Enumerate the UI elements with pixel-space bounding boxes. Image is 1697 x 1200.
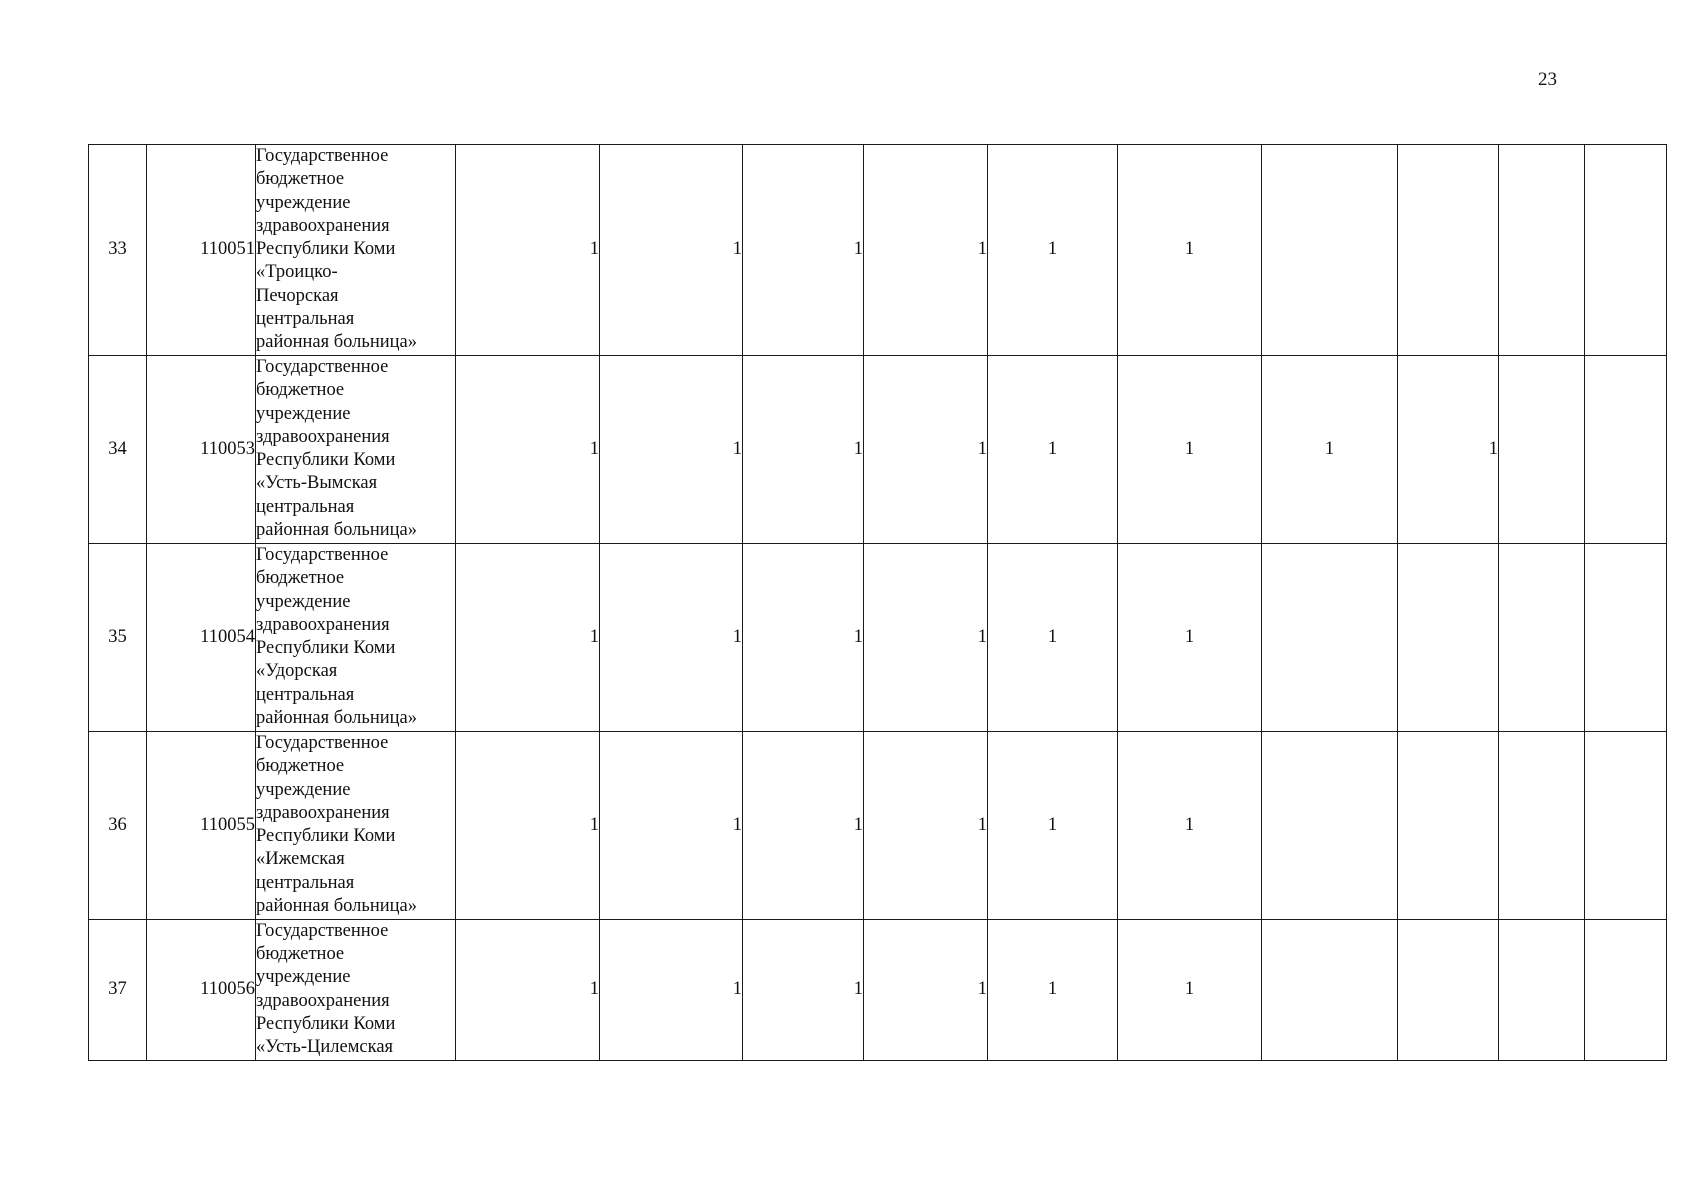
value-cell: 1 bbox=[1118, 543, 1262, 731]
value-cell bbox=[1262, 145, 1398, 356]
org-name: Государственное бюджетное учреждение здравоохранения Республики Коми «Ижемская центральная районная больница» bbox=[256, 731, 456, 919]
value-cell: 1 bbox=[600, 543, 743, 731]
value-cell: 1 bbox=[600, 355, 743, 543]
table-row bbox=[89, 731, 1667, 919]
value-cell: 1 bbox=[864, 543, 988, 731]
value-cell: 1 bbox=[456, 145, 600, 356]
org-name: Государственное бюджетное учреждение здравоохранения Республики Коми «Удорская центральная районная больница» bbox=[256, 543, 456, 731]
value-cell: 1 bbox=[743, 731, 864, 919]
value-cell bbox=[1262, 731, 1398, 919]
row-number: 37 bbox=[89, 919, 147, 1060]
value-cell bbox=[1398, 919, 1499, 1060]
value-cell bbox=[1398, 731, 1499, 919]
org-code: 110054 bbox=[147, 543, 256, 731]
value-cell bbox=[1262, 919, 1398, 1060]
value-cell: 1 bbox=[600, 919, 743, 1060]
value-cell: 1 bbox=[1398, 355, 1499, 543]
table-row bbox=[89, 919, 1667, 1060]
row-number: 34 bbox=[89, 355, 147, 543]
data-table bbox=[88, 144, 1667, 1061]
value-cell: 1 bbox=[988, 919, 1118, 1060]
value-cell: 1 bbox=[1118, 355, 1262, 543]
value-cell: 1 bbox=[864, 731, 988, 919]
table-row bbox=[89, 355, 1667, 543]
value-cell bbox=[1585, 543, 1667, 731]
table-row bbox=[89, 543, 1667, 731]
row-number: 36 bbox=[89, 731, 147, 919]
value-cell bbox=[1398, 543, 1499, 731]
value-cell: 1 bbox=[864, 919, 988, 1060]
org-name: Государственное бюджетное учреждение здравоохранения Республики Коми «Троицко- Печорская центральная районная больница» bbox=[256, 145, 456, 356]
value-cell: 1 bbox=[743, 543, 864, 731]
org-code: 110051 bbox=[147, 145, 256, 356]
value-cell: 1 bbox=[1262, 355, 1398, 543]
value-cell: 1 bbox=[743, 919, 864, 1060]
value-cell: 1 bbox=[864, 355, 988, 543]
org-name: Государственное бюджетное учреждение здравоохранения Республики Коми «Усть-Цилемская bbox=[256, 919, 456, 1060]
org-name: Государственное бюджетное учреждение здравоохранения Республики Коми «Усть-Вымская центральная районная больница» bbox=[256, 355, 456, 543]
row-number: 35 bbox=[89, 543, 147, 731]
value-cell bbox=[1499, 355, 1585, 543]
value-cell: 1 bbox=[1118, 731, 1262, 919]
value-cell bbox=[1262, 543, 1398, 731]
value-cell: 1 bbox=[1118, 919, 1262, 1060]
value-cell: 1 bbox=[600, 731, 743, 919]
value-cell: 1 bbox=[743, 145, 864, 356]
value-cell: 1 bbox=[1118, 145, 1262, 356]
value-cell: 1 bbox=[988, 731, 1118, 919]
org-code: 110053 bbox=[147, 355, 256, 543]
value-cell bbox=[1398, 145, 1499, 356]
value-cell bbox=[1499, 543, 1585, 731]
value-cell bbox=[1499, 731, 1585, 919]
value-cell: 1 bbox=[988, 145, 1118, 356]
value-cell: 1 bbox=[864, 145, 988, 356]
value-cell: 1 bbox=[988, 543, 1118, 731]
value-cell: 1 bbox=[988, 355, 1118, 543]
value-cell: 1 bbox=[456, 355, 600, 543]
value-cell bbox=[1585, 919, 1667, 1060]
org-code: 110056 bbox=[147, 919, 256, 1060]
org-code: 110055 bbox=[147, 731, 256, 919]
value-cell bbox=[1499, 919, 1585, 1060]
value-cell bbox=[1585, 731, 1667, 919]
value-cell: 1 bbox=[743, 355, 864, 543]
value-cell: 1 bbox=[456, 919, 600, 1060]
table-row bbox=[89, 145, 1667, 356]
page-number: 23 bbox=[1538, 69, 1557, 90]
value-cell: 1 bbox=[600, 145, 743, 356]
value-cell bbox=[1585, 355, 1667, 543]
row-number: 33 bbox=[89, 145, 147, 356]
value-cell: 1 bbox=[456, 543, 600, 731]
value-cell: 1 bbox=[456, 731, 600, 919]
value-cell bbox=[1585, 145, 1667, 356]
value-cell bbox=[1499, 145, 1585, 356]
